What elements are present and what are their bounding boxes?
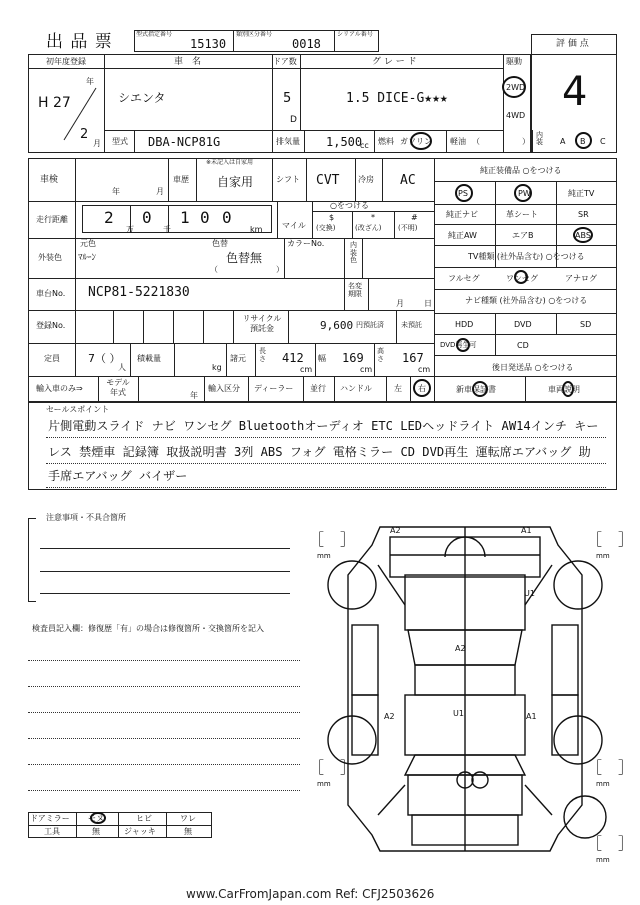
- acc-mono-circle: [90, 812, 106, 824]
- acc-jack: ジャッキ: [124, 827, 156, 836]
- capacity-label: 定員: [44, 354, 60, 363]
- chassis-label: 車台No.: [36, 289, 66, 298]
- equip-airbag: エアB: [512, 231, 534, 240]
- handle-label: ハンドル: [340, 384, 372, 393]
- tire-bracket-fl: ［ ］: [308, 530, 357, 549]
- caution-bracket: [28, 518, 36, 602]
- width: 169: [342, 351, 364, 365]
- dimensions-label: 諸元: [230, 354, 246, 363]
- handle-right: 右: [418, 384, 426, 393]
- mileage-digit-2: 0: [142, 208, 152, 227]
- damage-a2-front: A2: [390, 526, 401, 535]
- first-reg-era: H 27: [38, 95, 71, 111]
- registration-label: 登録No.: [36, 321, 66, 330]
- parallel: 並行: [310, 384, 326, 393]
- interior-label: 内装: [536, 131, 543, 146]
- drive-2wd: 2WD: [506, 83, 526, 92]
- color-change: 色替無: [226, 251, 263, 265]
- capacity: 7（ ）: [88, 352, 121, 365]
- tamper-label: (改ざん): [355, 224, 382, 232]
- model-no-label: 型式指定番号: [136, 31, 173, 38]
- fuel-gasoline: ガソリン: [400, 137, 432, 146]
- paren-open: （: [472, 137, 480, 146]
- mileage-digit-4: 0: [200, 208, 210, 227]
- unknown-label: (不明): [398, 224, 418, 232]
- mileage-man-unit: 万: [126, 225, 134, 234]
- expiry-day: 日: [424, 299, 432, 308]
- damage-diagram: [300, 515, 640, 870]
- acc-break: ワレ: [180, 814, 196, 823]
- equip-aw: 純正AW: [448, 231, 477, 240]
- color-paren-close: ）: [276, 265, 284, 274]
- height-label: 高さ: [377, 347, 384, 363]
- footer-ref: www.CarFromJapan.com Ref: CFJ2503626: [186, 887, 435, 901]
- door-type: D: [290, 115, 297, 125]
- damage-a2-center: A2: [455, 644, 466, 653]
- grade-label: グ レ ー ド: [372, 57, 417, 67]
- ac: AC: [400, 173, 416, 188]
- name-change-expiry-label: 名変期限: [348, 282, 362, 299]
- later-manual: 車両説明: [548, 385, 580, 394]
- drive-label: 駆動: [506, 57, 522, 66]
- doors-label: ドア数: [273, 57, 297, 66]
- history-note: ※未記入は自家用: [206, 159, 254, 166]
- interior-color-label: 内装色: [350, 241, 357, 265]
- inspection-label: 車検: [40, 175, 59, 185]
- sales-point-line-2: レス 禁煙車 記録簿 取扱説明書 3列 ABS フォグ 電格ミラー CD DVD再生 運転席エアバッグ 助: [48, 445, 591, 459]
- model-year-label: モデル年式: [106, 378, 130, 397]
- import-class-label: 輸入区分: [208, 384, 240, 393]
- history: 自家用: [217, 175, 254, 189]
- color-paren-open: （: [210, 265, 218, 274]
- tire-bracket-spare: ［ ］: [586, 834, 635, 853]
- equip-abs: ABS: [575, 231, 591, 240]
- handle-right-circle: [413, 379, 431, 397]
- acc-door-mirror: ドアミラー: [30, 814, 70, 823]
- interior-b: B: [580, 137, 586, 146]
- type-label: 型式: [112, 137, 128, 146]
- mileage-sen-unit: 千: [163, 225, 171, 234]
- orig-color-label: 元色: [80, 239, 96, 248]
- fuel-gasoline-circle: [410, 132, 432, 150]
- mm-fr: mm: [596, 552, 610, 560]
- width-label: 幅: [318, 354, 326, 363]
- navi-sd: SD: [580, 320, 592, 329]
- score-label: 評 価 点: [556, 39, 589, 49]
- equipment-title: 純正装備品 ○をつける: [480, 166, 562, 175]
- displacement: 1,500: [326, 135, 363, 149]
- tv-analog: アナログ: [565, 274, 597, 283]
- fuel-label: 燃料: [378, 137, 394, 146]
- load-unit: kg: [212, 363, 222, 372]
- length: 412: [282, 351, 304, 365]
- shift-label: シフト: [276, 175, 300, 184]
- mm-rr: mm: [596, 780, 610, 788]
- drive-4wd: 4WD: [506, 111, 526, 120]
- load-label: 積載量: [137, 354, 161, 363]
- dealer: ディーラー: [254, 384, 294, 393]
- mm-fl: mm: [317, 552, 331, 560]
- change-color-label: 色替: [212, 239, 228, 248]
- damage-a1-front: A1: [521, 526, 532, 535]
- acc-tools: 工具: [44, 827, 60, 836]
- first-reg-label: 初年度登録: [46, 57, 86, 66]
- later-warranty-circle: [472, 381, 488, 397]
- class-no: 0018: [292, 37, 321, 51]
- cc-unit: cc: [360, 141, 369, 150]
- interior-c: C: [600, 137, 606, 146]
- length-cm: cm: [300, 365, 313, 374]
- interior-b-circle: [575, 132, 592, 149]
- navi-title: ナビ種類 (社外品含む) ○をつける: [465, 296, 588, 305]
- acc-jack-value: 無: [184, 827, 192, 836]
- height: 167: [402, 351, 424, 365]
- height-cm: cm: [418, 365, 431, 374]
- class-no-label: 類別区分番号: [236, 31, 273, 38]
- navi-dvd: DVD: [514, 320, 532, 329]
- length-label: 長さ: [259, 347, 266, 363]
- equip-abs-circle: [573, 227, 593, 243]
- recycle-amount: 9,600: [320, 319, 354, 332]
- later-warranty: 新車保証書: [456, 385, 496, 394]
- history-label: 車歴: [173, 175, 189, 184]
- equip-sr: SR: [578, 210, 589, 219]
- tire-bracket-fr: ［ ］: [586, 530, 635, 549]
- capacity-unit: 人: [118, 363, 126, 372]
- damage-u1-right: U1: [524, 589, 535, 598]
- mileage-digit-5: 0: [222, 208, 232, 227]
- mm-rl: mm: [317, 780, 331, 788]
- tv-oneseg-circle: [514, 270, 528, 284]
- serial-label: シリアル番号: [337, 31, 373, 38]
- model-type: DBA-NCP81G: [148, 135, 221, 149]
- displacement-label: 排気量: [276, 137, 300, 146]
- sales-point-label: セールスポイント: [46, 405, 110, 414]
- tv-oneseg: ワンセグ: [506, 274, 538, 283]
- inspect-year-unit: 年: [112, 187, 120, 196]
- equip-leather: 革シート: [506, 210, 538, 219]
- dollar-label: $: [329, 213, 335, 222]
- mileage-label: 走行距離: [36, 215, 68, 224]
- mile-label: マイル: [282, 221, 306, 230]
- sales-point-line-1: 片側電動スライド ナビ ワンセグ Bluetoothオーディオ ETC LEDヘッドライト AW14インチ キー: [48, 419, 599, 433]
- import-year-unit: 年: [190, 391, 198, 400]
- inspect-month-unit: 月: [156, 187, 164, 196]
- tire-bracket-rr: ［ ］: [586, 758, 635, 777]
- chassis-no: NCP81-5221830: [88, 285, 190, 300]
- drive-2wd-circle: [502, 76, 526, 98]
- form-title: 出 品 票: [46, 32, 113, 52]
- equip-tv: 純正TV: [568, 189, 595, 198]
- mileage-digit-3: 1: [180, 208, 190, 227]
- month-unit: 月: [93, 139, 101, 148]
- later-title: 後日発送品 ○をつける: [492, 363, 574, 372]
- recycle-label: リサイクル預託金: [242, 314, 282, 333]
- navi-cd: CD: [517, 341, 529, 350]
- width-cm: cm: [360, 365, 373, 374]
- expiry-month: 月: [396, 299, 404, 308]
- acc-tools-value: 無: [92, 827, 100, 836]
- mm-spare: mm: [596, 856, 610, 864]
- recycle-status: 円預託済: [356, 321, 384, 329]
- exchange-label: (交換): [316, 224, 336, 232]
- navi-dvd-play: DVD再生可: [440, 341, 477, 349]
- first-reg-month: 2: [80, 127, 89, 142]
- ac-label: 冷房: [358, 175, 374, 184]
- circle-note: ○をつける: [330, 201, 369, 210]
- equip-navi: 純正ナビ: [446, 210, 478, 219]
- grade: 1.5 DICE-G★★★: [346, 91, 448, 106]
- car-name: シエンタ: [118, 91, 166, 105]
- interior-a: A: [560, 137, 566, 146]
- exterior-color-label: 外装色: [38, 253, 62, 262]
- later-manual-circle: [562, 381, 574, 397]
- doors: 5: [283, 91, 292, 106]
- navi-dvd-play-circle: [456, 338, 470, 352]
- equip-ps: PS: [458, 189, 468, 198]
- acc-mono: モヌ: [88, 814, 104, 823]
- tv-fullseg: フルセグ: [448, 274, 480, 283]
- mileage-digit-1: 2: [104, 208, 114, 227]
- damage-u1-rear: U1: [453, 709, 464, 718]
- year-unit: 年: [86, 77, 94, 86]
- handle-left: 左: [394, 384, 402, 393]
- navi-hdd: HDD: [455, 320, 474, 329]
- inspector-note-label: 検査員記入欄：修復歴「有」の場合は修復箇所・交換箇所を記入: [32, 624, 264, 633]
- recycle-unpaid: 未預託: [401, 321, 422, 329]
- color-no-label: カラーNo.: [287, 239, 325, 248]
- tv-title: TV種類 (社外品含む) ○をつける: [468, 252, 585, 261]
- car-name-label: 車 名: [174, 57, 202, 67]
- orig-color: ﾏﾙｰﾝ: [78, 253, 97, 263]
- model-no: 15130: [190, 37, 227, 51]
- caution-label: 注意事項・不具合箇所: [46, 513, 126, 522]
- damage-a1-rear: A1: [526, 712, 537, 721]
- acc-crack: ヒビ: [136, 814, 152, 823]
- sales-point-line-3: 手席エアバッグ バイザー: [48, 469, 188, 483]
- equip-ps-circle: [455, 184, 473, 202]
- import-label: 輸入車のみ⇒: [36, 384, 83, 393]
- damage-a2-rear: A2: [384, 712, 395, 721]
- fuel-diesel: 軽油: [450, 137, 466, 146]
- equip-pw: PW: [518, 189, 531, 198]
- equip-pw-circle: [514, 184, 532, 202]
- tire-bracket-rl: ［ ］: [308, 758, 357, 777]
- shift: CVT: [316, 173, 340, 188]
- hash-label: #: [411, 213, 418, 222]
- star-label: *: [371, 213, 375, 222]
- km-unit: km: [250, 225, 263, 234]
- paren-close: ）: [522, 137, 530, 146]
- score-value: 4: [562, 69, 588, 115]
